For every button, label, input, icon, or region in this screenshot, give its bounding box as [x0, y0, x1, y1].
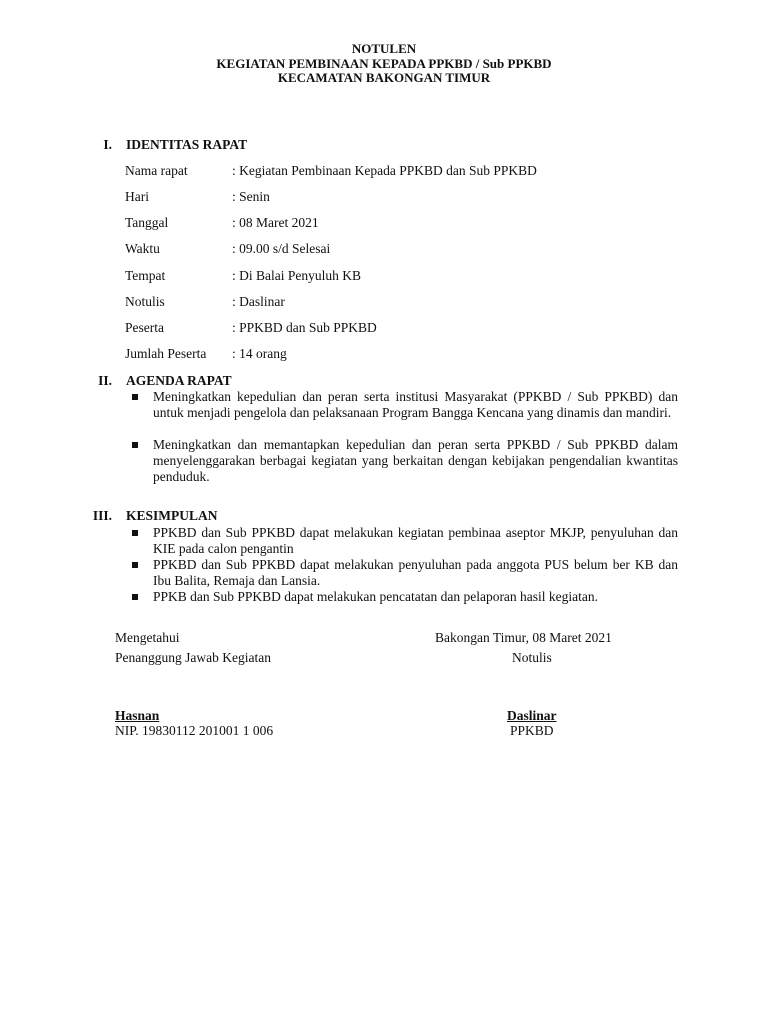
doc-subtitle-location: KECAMATAN BAKONGAN TIMUR — [277, 70, 491, 85]
list-item: Meningkatkan kepedulian dan peran serta institusi Masyarakat (PPKBD / Sub PPKBD) dan untuk menjadi pengelola dan pelaksanaan Program Bangga Kencana yang dinamis dan mandiri. — [153, 389, 678, 420]
field-value: : Daslinar — [232, 294, 285, 309]
field-label: Tanggal — [125, 215, 169, 230]
field-label: Tempat — [125, 268, 166, 283]
field-value: : 08 Maret 2021 — [232, 215, 319, 230]
square-bullet-icon — [132, 594, 138, 600]
field-value: : 09.00 s/d Selesai — [232, 241, 331, 256]
field-label: Peserta — [125, 320, 164, 335]
section-heading: AGENDA RAPAT — [126, 373, 232, 388]
field-value: : Kegiatan Pembinaan Kepada PPKBD dan Sub PPKBD — [232, 163, 537, 178]
list-item: Meningkatkan dan memantapkan kepedulian dan peran serta PPKBD / Sub PPKBD dalam menyelenggarakan berbagai kegiatan yang berkaitan dengan kebijakan pengendalian kwantitas penduduk. — [153, 437, 678, 484]
square-bullet-icon — [132, 530, 138, 536]
signatory-name-right: Daslinar — [507, 708, 557, 723]
section-number: I. — [103, 137, 112, 152]
acknowledged-label: Mengetahui — [115, 630, 180, 645]
signatory-id-left: NIP. 19830112 201001 1 006 — [115, 723, 274, 738]
section-number: II. — [98, 373, 112, 388]
field-label: Waktu — [125, 241, 160, 256]
signatory-name-left: Hasnan — [115, 708, 160, 723]
field-label: Hari — [125, 189, 149, 204]
section-heading: KESIMPULAN — [126, 508, 218, 523]
field-value: : PPKBD dan Sub PPKBD — [232, 320, 377, 335]
field-value: : Senin — [232, 189, 270, 204]
note-taker-label: Notulis — [512, 650, 552, 665]
person-in-charge-label: Penanggung Jawab Kegiatan — [115, 650, 271, 665]
section-number: III. — [92, 508, 112, 523]
list-item: PPKBD dan Sub PPKBD dapat melakukan penyuluhan pada anggota PUS belum ber KB dan Ibu Balita, Remaja dan Lansia. — [153, 557, 678, 588]
square-bullet-icon — [132, 394, 138, 400]
square-bullet-icon — [132, 442, 138, 448]
square-bullet-icon — [132, 562, 138, 568]
list-item: PPKB dan Sub PPKBD dapat melakukan pencatatan dan pelaporan hasil kegiatan. — [153, 589, 599, 604]
field-value: : Di Balai Penyuluh KB — [232, 268, 361, 283]
doc-subtitle: KEGIATAN PEMBINAAN KEPADA PPKBD / Sub PPKBD — [216, 56, 552, 71]
signatory-id-right: PPKBD — [510, 723, 554, 738]
field-label: Notulis — [125, 294, 165, 309]
section-heading: IDENTITAS RAPAT — [126, 137, 248, 152]
place-date-label: Bakongan Timur, 08 Maret 2021 — [435, 630, 612, 645]
list-item: PPKBD dan Sub PPKBD dapat melakukan kegiatan pembinaa aseptor MKJP, penyuluhan dan KIE pada calon pengantin — [153, 525, 678, 556]
field-label: Nama rapat — [125, 163, 188, 178]
field-label: Jumlah Peserta — [125, 346, 207, 361]
doc-title: NOTULEN — [351, 41, 417, 56]
field-value: : 14 orang — [232, 346, 287, 361]
